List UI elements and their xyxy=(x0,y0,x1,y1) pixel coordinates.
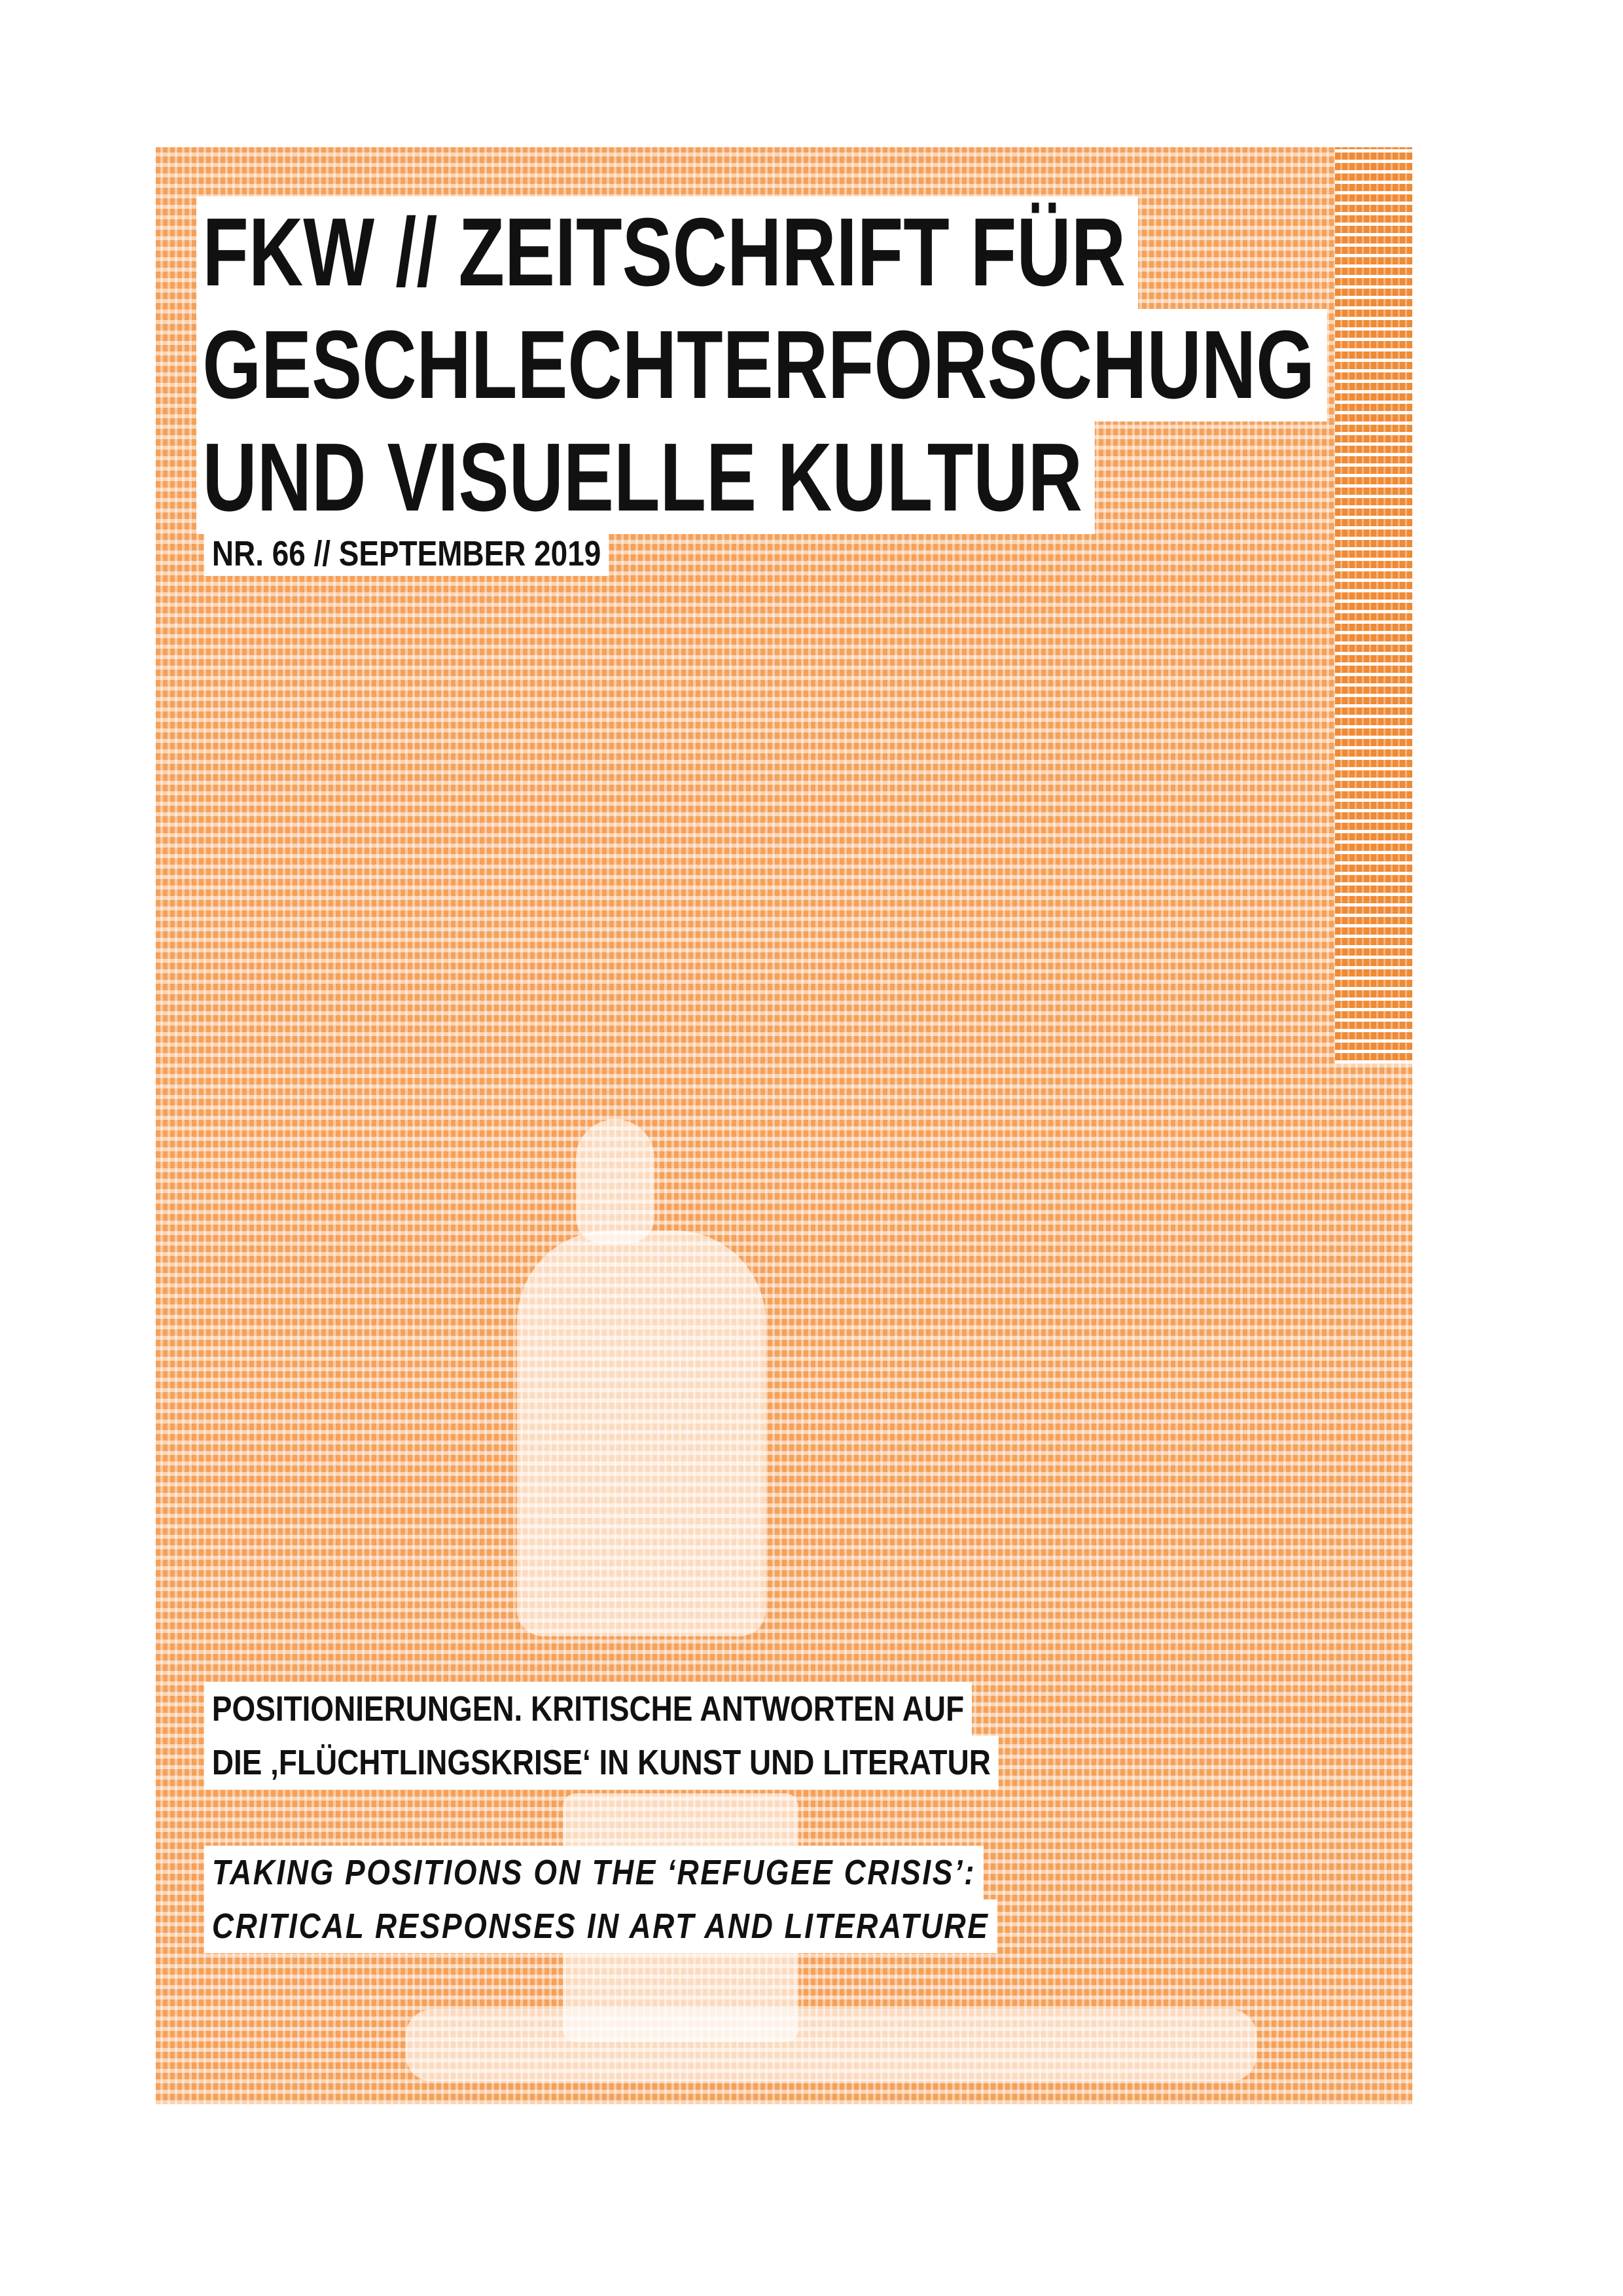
cover-image-frame-band xyxy=(1335,147,1412,1064)
issue-theme-german xyxy=(204,1682,999,1789)
theme-en-line-2: CRITICAL RESPONSES IN ART AND LITERATURE xyxy=(204,1899,997,1953)
title-line-3: UND VISUELLE KULTUR xyxy=(196,422,1095,534)
figure-silhouette-body xyxy=(517,1230,766,1636)
figure-silhouette-head xyxy=(576,1119,654,1244)
magazine-title xyxy=(196,196,1327,534)
issue-number: NR. 66 // SEPTEMBER 2019 xyxy=(204,531,609,576)
title-line-1: FKW // ZEITSCHRIFT FÜR xyxy=(196,196,1138,309)
ground-silhouette xyxy=(406,2009,1257,2081)
title-line-2: GESCHLECHTERFORSCHUNG xyxy=(196,309,1327,422)
theme-de-line-2: DIE ‚FLÜCHTLINGSKRISE‘ IN KUNST UND LITERATUR xyxy=(204,1736,999,1789)
issue-theme-english xyxy=(204,1846,997,1953)
theme-en-line-1: TAKING POSITIONS ON THE ‘REFUGEE CRISIS’: xyxy=(204,1846,984,1899)
theme-de-line-1: POSITIONIERUNGEN. KRITISCHE ANTWORTEN AUF xyxy=(204,1682,972,1736)
